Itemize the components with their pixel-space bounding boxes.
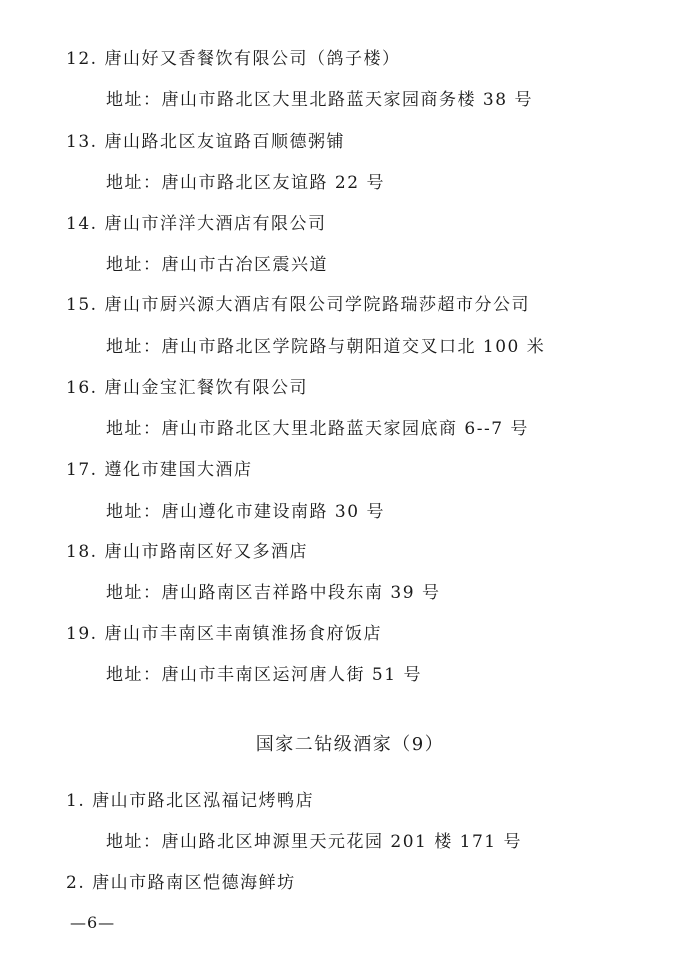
- entry-address: 地址：唐山路北区坤源里天元花园 201 楼 171 号: [106, 832, 523, 852]
- entry-address: 地址：唐山市丰南区运河唐人街 51 号: [106, 665, 422, 685]
- entry-address: 地址：唐山路南区吉祥路中段东南 39 号: [106, 583, 441, 603]
- entry-address: 地址：唐山市路北区大里北路蓝天家园商务楼 38 号: [106, 90, 533, 110]
- page-number: —6—: [70, 913, 116, 932]
- entry-address: 地址：唐山遵化市建设南路 30 号: [106, 502, 385, 522]
- entry-name: 14. 唐山市洋洋大酒店有限公司: [66, 214, 327, 234]
- entry-name: 17. 遵化市建国大酒店: [66, 460, 253, 480]
- entry-name: 13. 唐山路北区友谊路百顺德粥铺: [66, 132, 345, 152]
- entry-name: 15. 唐山市厨兴源大酒店有限公司学院路瑞莎超市分公司: [66, 295, 530, 315]
- entry-name: 16. 唐山金宝汇餐饮有限公司: [66, 378, 308, 398]
- section-heading: 国家二钻级酒家（9）: [255, 734, 445, 755]
- entry-name: 1. 唐山市路北区泓福记烤鸭店: [66, 791, 315, 811]
- entry-name: 18. 唐山市路南区好又多酒店: [66, 542, 308, 562]
- entry-address: 地址：唐山市古冶区震兴道: [106, 255, 328, 275]
- entry-name: 2. 唐山市路南区恺德海鲜坊: [66, 873, 296, 893]
- entry-address: 地址：唐山市路北区友谊路 22 号: [106, 173, 385, 193]
- entry-address: 地址：唐山市路北区学院路与朝阳道交叉口北 100 米: [106, 337, 546, 357]
- entry-name: 19. 唐山市丰南区丰南镇淮扬食府饭店: [66, 624, 382, 644]
- entry-address: 地址：唐山市路北区大里北路蓝天家园底商 6--7 号: [106, 419, 529, 439]
- entry-name: 12. 唐山好又香餐饮有限公司（鸽子楼）: [66, 49, 401, 69]
